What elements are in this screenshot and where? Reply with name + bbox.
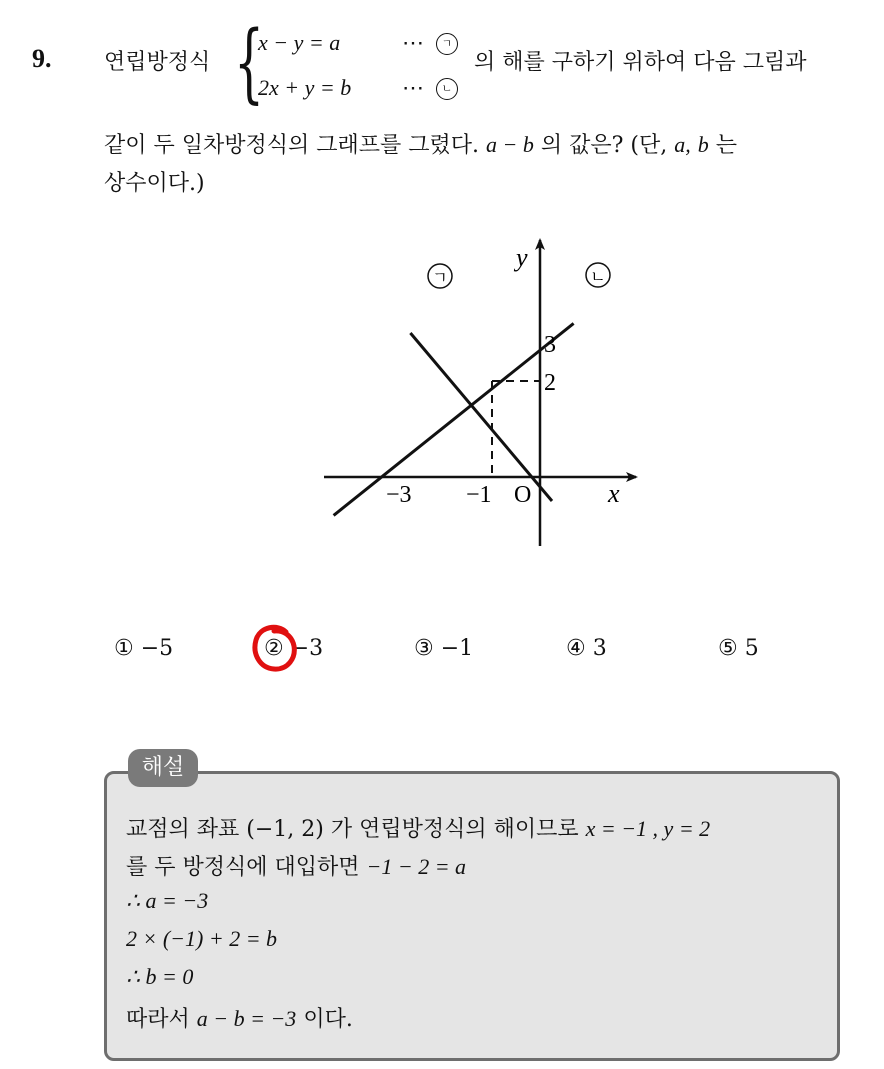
question-line-3: 상수이다.) — [104, 171, 205, 196]
choice-2[interactable]: ② −3 — [264, 636, 324, 661]
series-line-2 — [334, 323, 574, 515]
line-2-label: ㄴ — [590, 267, 606, 286]
solution-line-3: ∴ a = −3 — [126, 888, 209, 913]
equation-1-dots: ⋯ — [402, 30, 424, 55]
question-line-2: 같이 두 일차방정식의 그래프를 그렸다. a − b 의 값은? (단, a, b 는 — [104, 132, 737, 158]
origin-label: O — [514, 482, 532, 508]
choice-5[interactable]: ⑤ 5 — [718, 636, 759, 661]
system-brace: { — [234, 13, 265, 113]
y-axis-label: y — [516, 243, 528, 272]
tick-label-y-3: 3 — [544, 332, 556, 358]
tick-label-y-2: 2 — [544, 370, 556, 396]
question-lead: 연립방정식 — [104, 50, 211, 75]
solution-line-5: ∴ b = 0 — [126, 964, 194, 989]
solution-tab: 해설 — [128, 749, 198, 787]
equation-1-label: ㄱ — [436, 33, 458, 55]
question-number: 9. — [32, 44, 52, 73]
solution-line-4: 2 × (−1) + 2 = b — [126, 926, 278, 951]
equation-1-text: x − y = a — [258, 30, 341, 55]
choice-4[interactable]: ④ 3 — [566, 636, 607, 661]
solution-line-6: 따라서 a − b = −3 이다. — [126, 1006, 353, 1032]
answer-highlight-circle — [250, 624, 300, 676]
tick-label-x-minus-3: −3 — [386, 482, 412, 508]
solution-line-2: 를 두 방정식에 대입하면 −1 − 2 = a — [126, 854, 467, 880]
question-tail-1: 의 해를 구하기 위하여 다음 그림과 — [474, 50, 807, 75]
equation-2-text: 2x + y = b — [258, 75, 352, 100]
x-axis-label: x — [608, 479, 620, 508]
solution-line-1: 교점의 좌표 (−1, 2) 가 연립방정식의 해이므로 x = −1 , y = 2 — [126, 816, 711, 842]
choice-1[interactable]: ① −5 — [114, 636, 174, 661]
line-1-label: ㄱ — [432, 268, 448, 287]
equation-2-dots: ⋯ — [402, 75, 424, 100]
tick-label-x-minus-1: −1 — [466, 482, 492, 508]
equation-2-label: ㄴ — [436, 78, 458, 100]
choice-3[interactable]: ③ −1 — [414, 636, 474, 661]
